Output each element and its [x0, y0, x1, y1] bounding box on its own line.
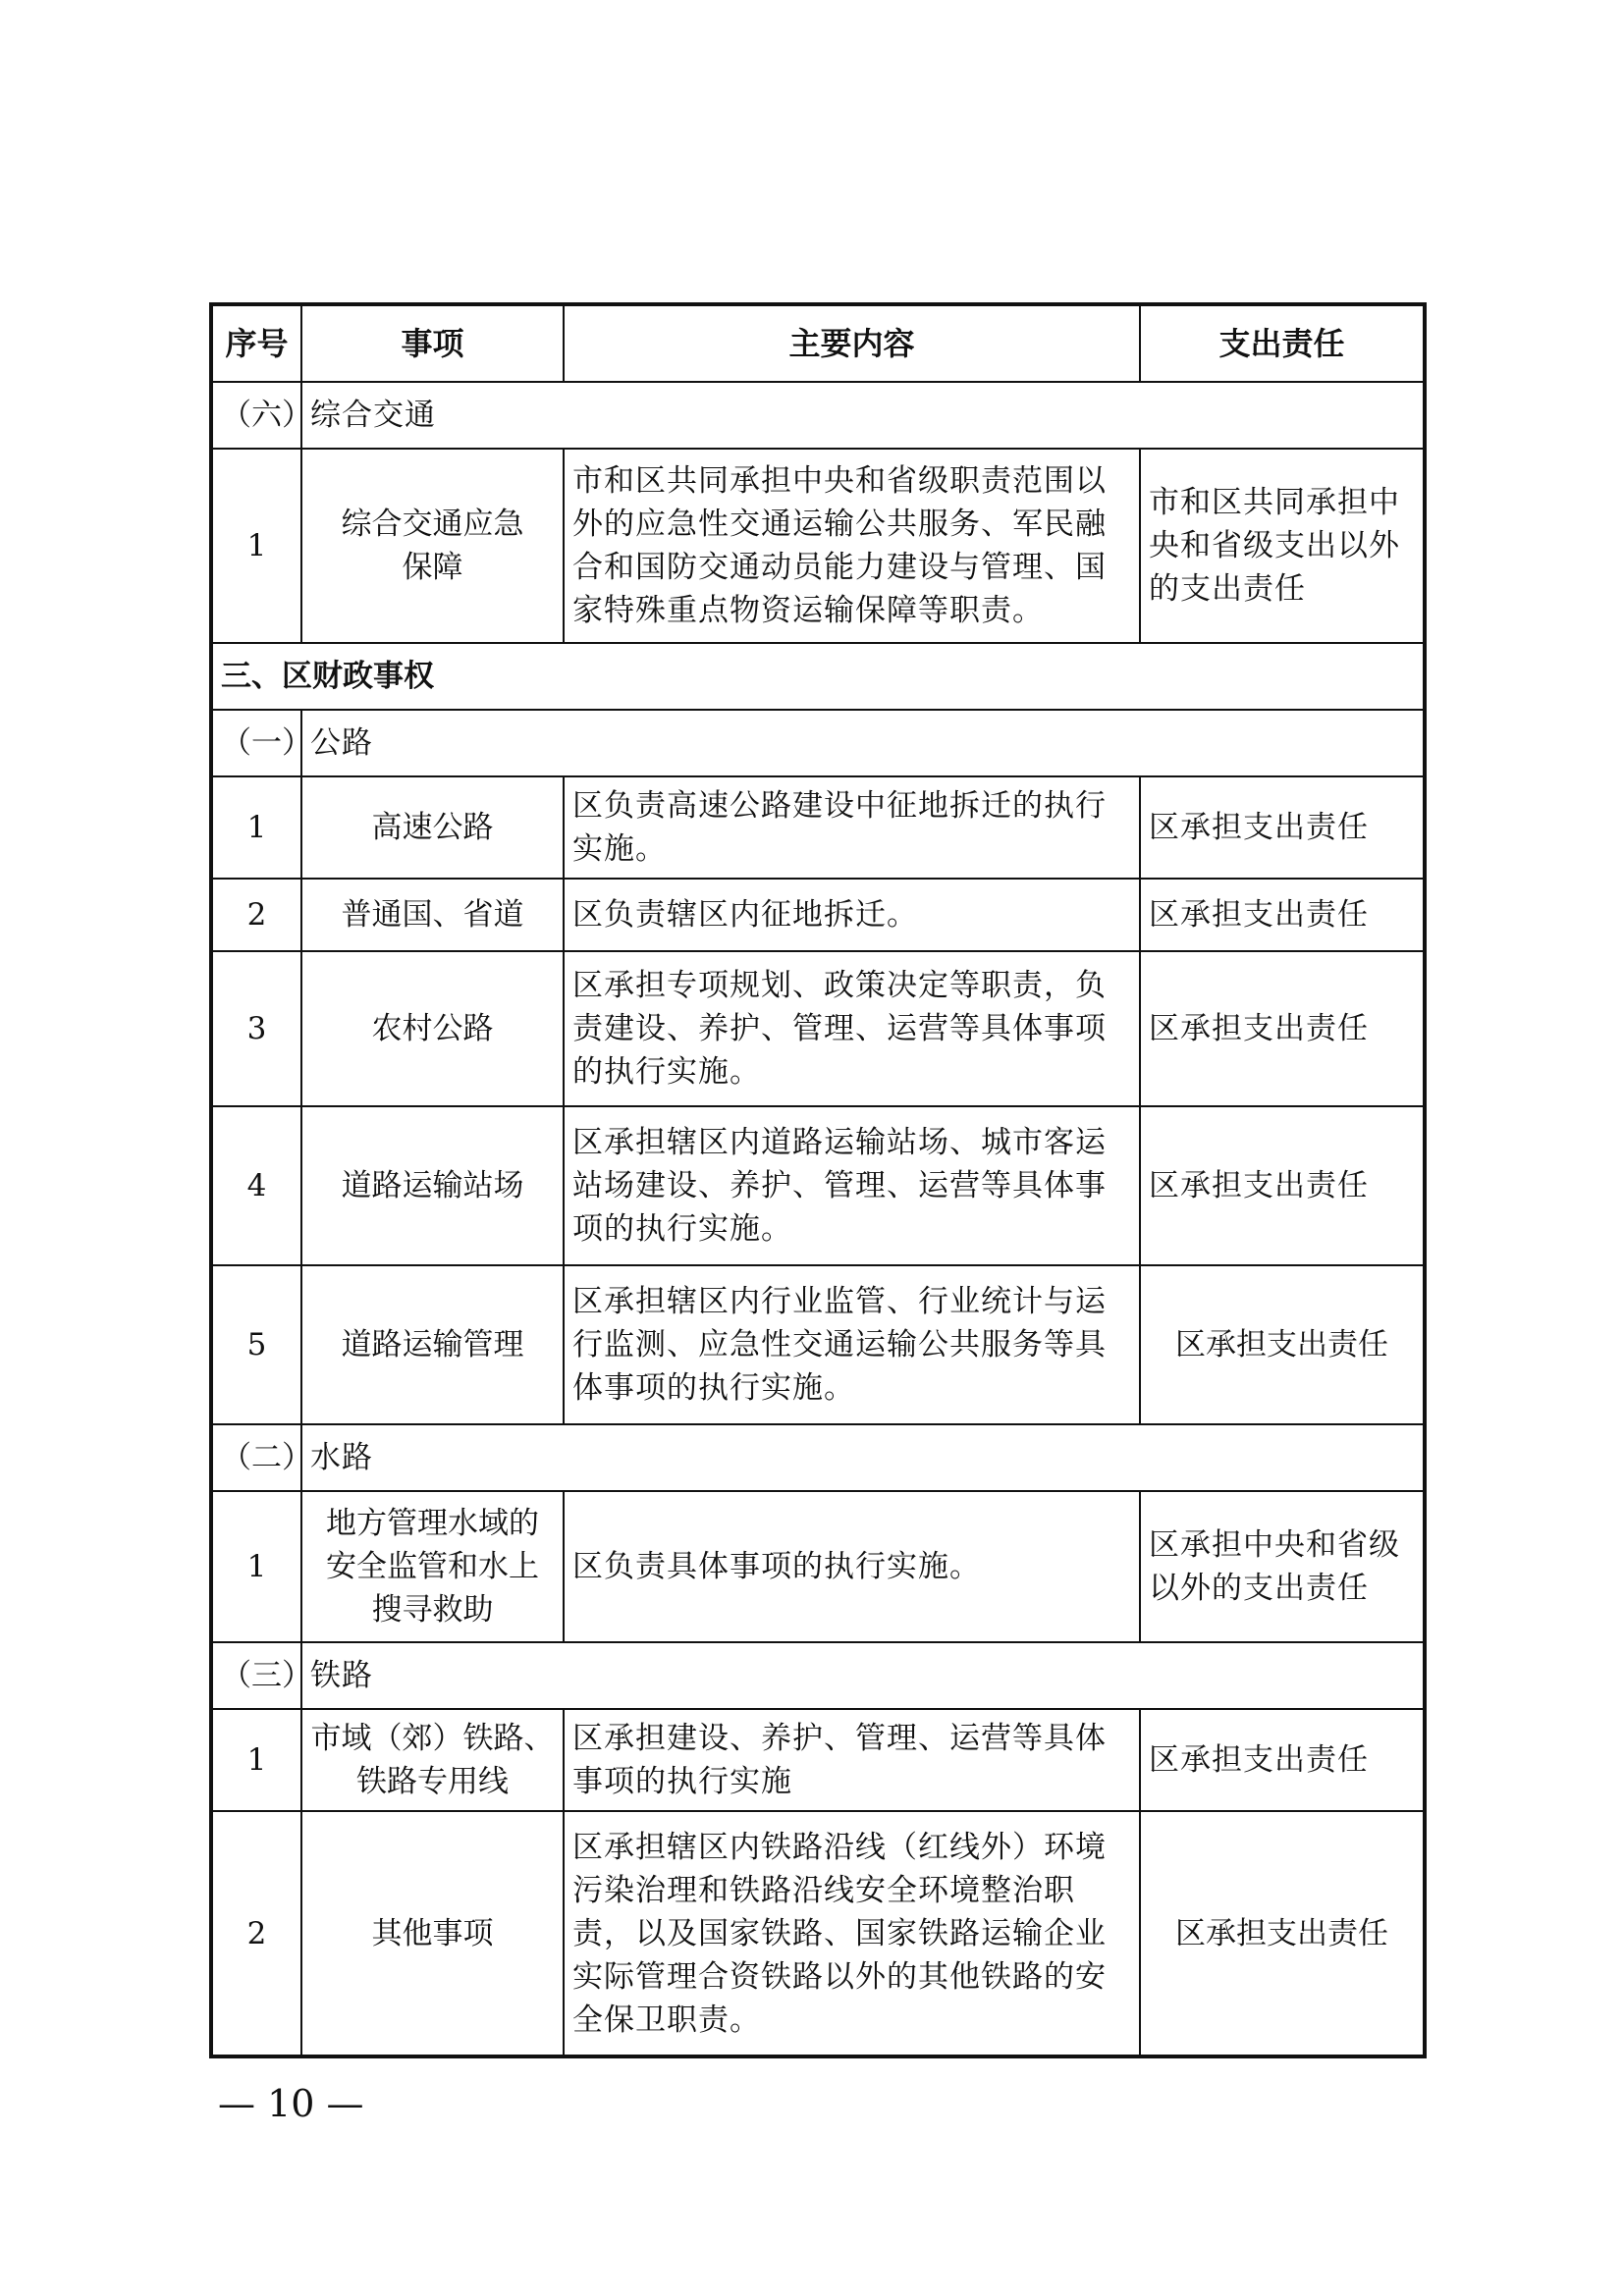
- row-no: 2: [211, 1811, 301, 2056]
- row-content: 区负责辖区内征地拆迁。: [564, 879, 1140, 951]
- row-item: 高速公路: [301, 776, 564, 879]
- table-row: [211, 951, 1425, 1106]
- row-no: 1: [211, 449, 301, 643]
- table-row: [211, 1811, 1425, 2056]
- row-duty: 区承担支出责任: [1140, 879, 1425, 951]
- subsection-title: 综合交通: [301, 382, 1425, 449]
- subsection-row: [211, 382, 1425, 449]
- row-content: 市和区共同承担中央和省级职责范围以外的应急性交通运输公共服务、军民融合和国防交通动员能力建设与管理、国家特殊重点物资运输保障等职责。: [564, 449, 1140, 643]
- subsection-label: （六）: [211, 382, 301, 449]
- header-content: 主要内容: [564, 304, 1140, 382]
- section-row: [211, 643, 1425, 710]
- row-item: 地方管理水域的安全监管和水上搜寻救助: [301, 1491, 564, 1642]
- page-number: — 10 —: [218, 2082, 364, 2125]
- header-no: 序号: [211, 304, 301, 382]
- row-item: 其他事项: [301, 1811, 564, 2056]
- row-content: 区承担建设、养护、管理、运营等具体事项的执行实施: [564, 1709, 1140, 1811]
- table-row: [211, 1709, 1425, 1811]
- table-header-row: [211, 304, 1425, 382]
- subsection-title: 公路: [301, 710, 1425, 776]
- row-duty: 市和区共同承担中央和省级支出以外的支出责任: [1140, 449, 1425, 643]
- table-row: [211, 879, 1425, 951]
- subsection-title: 水路: [301, 1424, 1425, 1491]
- header-item: 事项: [301, 304, 564, 382]
- responsibility-table: [209, 302, 1427, 2058]
- subsection-title: 铁路: [301, 1642, 1425, 1709]
- row-item: 道路运输站场: [301, 1106, 564, 1265]
- row-no: 1: [211, 1709, 301, 1811]
- row-item: 道路运输管理: [301, 1265, 564, 1424]
- row-item: 普通国、省道: [301, 879, 564, 951]
- row-no: 3: [211, 951, 301, 1106]
- row-no: 5: [211, 1265, 301, 1424]
- row-content: 区承担辖区内行业监管、行业统计与运行监测、应急性交通运输公共服务等具体事项的执行实施。: [564, 1265, 1140, 1424]
- subsection-label: （二）: [211, 1424, 301, 1491]
- row-duty: 区承担中央和省级以外的支出责任: [1140, 1491, 1425, 1642]
- row-content: 区承担专项规划、政策决定等职责，负责建设、养护、管理、运营等具体事项的执行实施。: [564, 951, 1140, 1106]
- table-row: [211, 1106, 1425, 1265]
- table-row: [211, 1265, 1425, 1424]
- subsection-label: （一）: [211, 710, 301, 776]
- row-no: 4: [211, 1106, 301, 1265]
- table-row: [211, 1491, 1425, 1642]
- row-no: 2: [211, 879, 301, 951]
- header-duty: 支出责任: [1140, 304, 1425, 382]
- row-duty: 区承担支出责任: [1140, 951, 1425, 1106]
- row-duty: 区承担支出责任: [1140, 776, 1425, 879]
- row-content: 区负责具体事项的执行实施。: [564, 1491, 1140, 1642]
- row-duty: 区承担支出责任: [1140, 1265, 1425, 1424]
- row-content: 区承担辖区内铁路沿线（红线外）环境污染治理和铁路沿线安全环境整治职责，以及国家铁路、国家铁路运输企业实际管理合资铁路以外的其他铁路的安全保卫职责。: [564, 1811, 1140, 2056]
- subsection-row: [211, 1642, 1425, 1709]
- table-row: [211, 776, 1425, 879]
- row-no: 1: [211, 1491, 301, 1642]
- row-duty: 区承担支出责任: [1140, 1811, 1425, 2056]
- row-content: 区承担辖区内道路运输站场、城市客运站场建设、养护、管理、运营等具体事项的执行实施。: [564, 1106, 1140, 1265]
- row-item: 综合交通应急保障: [301, 449, 564, 643]
- subsection-row: [211, 1424, 1425, 1491]
- row-item: 市域（郊）铁路、铁路专用线: [301, 1709, 564, 1811]
- row-no: 1: [211, 776, 301, 879]
- section-title: 三、区财政事权: [211, 643, 1425, 710]
- row-item: 农村公路: [301, 951, 564, 1106]
- subsection-row: [211, 710, 1425, 776]
- row-duty: 区承担支出责任: [1140, 1709, 1425, 1811]
- subsection-label: （三）: [211, 1642, 301, 1709]
- table-row: [211, 449, 1425, 643]
- row-duty: 区承担支出责任: [1140, 1106, 1425, 1265]
- row-content: 区负责高速公路建设中征地拆迁的执行实施。: [564, 776, 1140, 879]
